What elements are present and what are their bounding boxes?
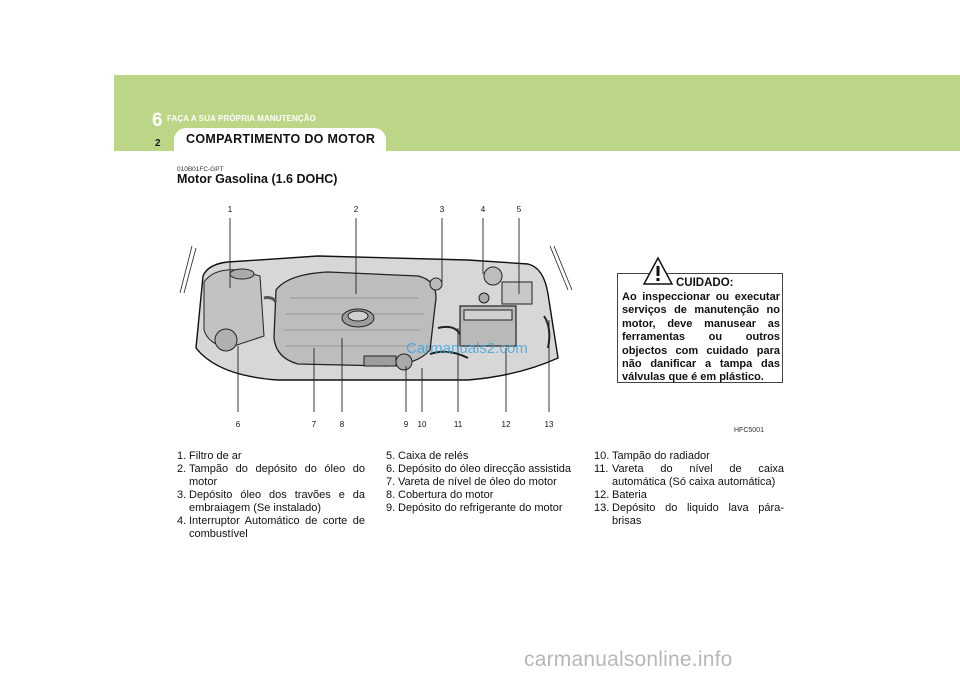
callout-6: 6: [235, 420, 241, 429]
list-item: 5. Caixa de relés: [386, 450, 469, 462]
list-item: 7. Vareta de nível de óleo do motor: [386, 476, 557, 488]
figure-code: HFC5001: [734, 427, 764, 434]
watermark: carmanualsonline.info: [524, 648, 733, 671]
callout-11: 11: [453, 420, 463, 429]
list-item: 3. Depósito óleo dos travões e da embraiagem (Se instalado): [177, 489, 365, 514]
list-item: 9. Depósito do refrigerante do motor: [386, 502, 563, 514]
list-item: 10. Tampão do radiador: [594, 450, 710, 462]
chapter-title: FAÇA A SUA PRÓPRIA MANUTENÇÃO: [167, 114, 316, 123]
callout-7: 7: [311, 420, 317, 429]
caution-title: CUIDADO:: [676, 277, 734, 289]
parts-list-column-3: [594, 450, 784, 528]
callout-9: 9: [403, 420, 409, 429]
callout-8: 8: [339, 420, 345, 429]
callout-5: 5: [516, 205, 522, 214]
chapter-number: 6: [152, 110, 163, 131]
section-code: 010B01FC-GPT: [177, 166, 224, 173]
engine-illustration: [168, 198, 588, 438]
callout-4: 4: [480, 205, 486, 214]
list-item: 2. Tampão do depósito do óleo do motor: [177, 463, 365, 488]
callout-3: 3: [439, 205, 445, 214]
list-item: 11. Vareta do nível de caixa automática (Só caixa automática): [594, 463, 784, 488]
figure-overlay-text: Carmanuals2.com: [406, 340, 528, 357]
warning-triangle-icon: [642, 256, 674, 286]
callout-2: 2: [353, 205, 359, 214]
list-item: 4. Interruptor Automático de corte de combustível: [177, 515, 365, 540]
list-item: 1. Filtro de ar: [177, 450, 242, 462]
callout-10: 10: [417, 420, 427, 429]
list-item: 8. Cobertura do motor: [386, 489, 494, 501]
caution-box: [617, 273, 783, 383]
tab-label: COMPARTIMENTO DO MOTOR: [186, 132, 376, 146]
list-item: 13. Depósito do liquido lava pára-brisas: [594, 502, 784, 527]
list-item: 12. Bateria: [594, 489, 647, 501]
list-item: 6. Depósito do óleo direcção assistida: [386, 463, 572, 475]
callout-1: 1: [227, 205, 233, 214]
page-number: 2: [155, 138, 161, 149]
callout-13: 13: [544, 420, 554, 429]
section-title: Motor Gasolina (1.6 DOHC): [177, 172, 338, 186]
callout-12: 12: [501, 420, 511, 429]
parts-list-column-2: [386, 450, 576, 515]
parts-list-column-1: [177, 450, 365, 541]
caution-body: Ao inspeccionar ou executar serviços de manutenção no motor, deve manusear as ferramentas ou outros objectos com cuidado para não danificar a tampa das válvulas que é em plástico.: [622, 291, 780, 384]
